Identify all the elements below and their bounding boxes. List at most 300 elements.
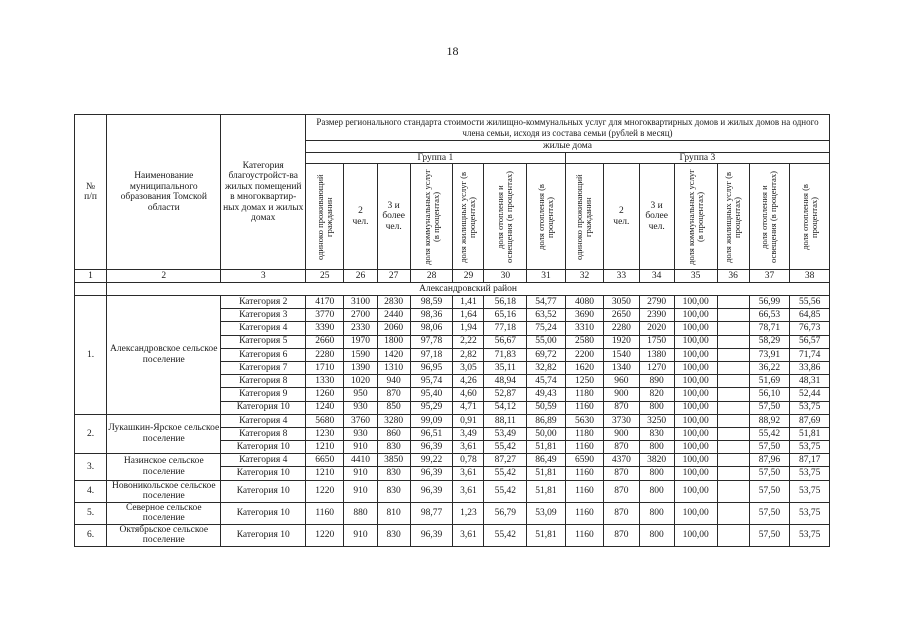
value-cell: 1270 (639, 361, 674, 374)
settlement-name: Северное сельское поселение (107, 502, 221, 524)
value-cell: 32,82 (527, 361, 565, 374)
value-cell: 3770 (305, 309, 343, 322)
value-cell: 53,09 (527, 502, 565, 524)
value-cell: 51,81 (527, 524, 565, 546)
value-cell (717, 388, 749, 401)
value-cell: 3,49 (453, 427, 484, 440)
value-cell: 0,91 (453, 414, 484, 427)
header-g1-share-housing: доля жилищных услуг (в процентах) (453, 164, 484, 270)
value-cell: 890 (639, 375, 674, 388)
table-row (75, 502, 830, 524)
value-cell: 53,75 (790, 441, 830, 454)
value-cell: 3,61 (453, 524, 484, 546)
value-cell: 36,22 (749, 361, 790, 374)
header-g1-three: 3 и более чел. (377, 164, 410, 270)
value-cell: 930 (344, 401, 377, 414)
value-cell: 57,50 (749, 502, 790, 524)
value-cell: 95,29 (410, 401, 453, 414)
value-cell: 64,85 (790, 309, 830, 322)
value-cell: 76,73 (790, 322, 830, 335)
value-cell: 100,00 (674, 361, 717, 374)
value-cell: 800 (639, 502, 674, 524)
value-cell: 97,18 (410, 348, 453, 361)
value-cell: 1620 (565, 361, 603, 374)
header-g3-share-housing: доля жилищных услуг (в процентах) (717, 164, 749, 270)
settlement-index: 6. (75, 524, 107, 546)
column-number: 1 (75, 270, 107, 283)
value-cell: 100,00 (674, 388, 717, 401)
category-cell: Категория 4 (221, 414, 305, 427)
header-g3-three: 3 и более чел. (639, 164, 674, 270)
value-cell: 86,49 (527, 454, 565, 467)
value-cell: 940 (377, 375, 410, 388)
value-cell: 4410 (344, 454, 377, 467)
value-cell: 1160 (565, 524, 603, 546)
value-cell: 830 (377, 467, 410, 480)
value-cell: 3250 (639, 414, 674, 427)
value-cell: 55,42 (749, 427, 790, 440)
value-cell: 98,36 (410, 309, 453, 322)
value-cell: 1420 (377, 348, 410, 361)
value-cell: 1710 (305, 361, 343, 374)
header-g1-single: одиноко проживающий гражданин (305, 164, 343, 270)
column-number: 3 (221, 270, 305, 283)
table-row (75, 454, 830, 467)
value-cell: 1020 (344, 375, 377, 388)
value-cell: 1230 (305, 427, 343, 440)
settlement-name: Назинское сельское поселение (107, 454, 221, 480)
value-cell: 51,81 (527, 480, 565, 502)
value-cell: 2330 (344, 322, 377, 335)
value-cell: 1160 (565, 480, 603, 502)
value-cell (717, 335, 749, 348)
value-cell: 910 (344, 441, 377, 454)
header-subgroup: жилые дома (305, 141, 829, 153)
value-cell: 98,77 (410, 502, 453, 524)
value-cell: 4370 (604, 454, 639, 467)
value-cell: 870 (604, 502, 639, 524)
header-g3-share-heat: доля отопления (в процентах) (790, 164, 830, 270)
value-cell: 50,59 (527, 401, 565, 414)
value-cell: 55,42 (484, 467, 527, 480)
value-cell: 1590 (344, 348, 377, 361)
value-cell: 860 (377, 427, 410, 440)
value-cell: 870 (604, 441, 639, 454)
value-cell: 2830 (377, 296, 410, 309)
value-cell: 870 (604, 524, 639, 546)
value-cell: 100,00 (674, 322, 717, 335)
value-cell: 2580 (565, 335, 603, 348)
value-cell: 100,00 (674, 296, 717, 309)
value-cell: 56,57 (790, 335, 830, 348)
column-number: 37 (749, 270, 790, 283)
value-cell: 850 (377, 401, 410, 414)
value-cell: 1180 (565, 388, 603, 401)
settlement-name: Новоникольское сельское поселение (107, 480, 221, 502)
value-cell: 54,12 (484, 401, 527, 414)
value-cell: 3050 (604, 296, 639, 309)
value-cell: 100,00 (674, 427, 717, 440)
value-cell: 870 (604, 480, 639, 502)
value-cell: 810 (377, 502, 410, 524)
value-cell: 800 (639, 524, 674, 546)
value-cell: 830 (377, 441, 410, 454)
value-cell: 86,89 (527, 414, 565, 427)
value-cell: 1160 (565, 401, 603, 414)
value-cell: 98,59 (410, 296, 453, 309)
value-cell: 900 (604, 388, 639, 401)
column-number-row (75, 270, 830, 283)
value-cell: 6650 (305, 454, 343, 467)
value-cell: 56,99 (749, 296, 790, 309)
column-number: 31 (527, 270, 565, 283)
value-cell: 71,83 (484, 348, 527, 361)
column-number: 34 (639, 270, 674, 283)
value-cell: 2700 (344, 309, 377, 322)
value-cell: 1800 (377, 335, 410, 348)
value-cell: 53,75 (790, 401, 830, 414)
value-cell: 3850 (377, 454, 410, 467)
value-cell (717, 322, 749, 335)
column-number: 2 (107, 270, 221, 283)
value-cell: 910 (344, 467, 377, 480)
header-g1-share-communal: доля коммунальных услуг (в процентах) (410, 164, 453, 270)
value-cell: 2,22 (453, 335, 484, 348)
column-number: 38 (790, 270, 830, 283)
category-cell: Категория 5 (221, 335, 305, 348)
value-cell: 6590 (565, 454, 603, 467)
value-cell: 3,05 (453, 361, 484, 374)
value-cell: 100,00 (674, 502, 717, 524)
column-number: 29 (453, 270, 484, 283)
value-cell: 77,18 (484, 322, 527, 335)
header-group-1: Группа 1 (305, 152, 565, 164)
value-cell: 57,50 (749, 524, 790, 546)
settlement-index: 4. (75, 480, 107, 502)
value-cell: 100,00 (674, 414, 717, 427)
value-cell: 50,00 (527, 427, 565, 440)
value-cell: 1380 (639, 348, 674, 361)
value-cell: 870 (604, 401, 639, 414)
value-cell: 53,75 (790, 502, 830, 524)
value-cell: 45,74 (527, 375, 565, 388)
value-cell: 3690 (565, 309, 603, 322)
table-body (75, 283, 830, 547)
value-cell: 99,22 (410, 454, 453, 467)
value-cell: 96,39 (410, 524, 453, 546)
value-cell: 56,10 (749, 388, 790, 401)
value-cell: 100,00 (674, 467, 717, 480)
value-cell: 100,00 (674, 401, 717, 414)
tariff-table (74, 114, 830, 547)
value-cell (717, 375, 749, 388)
value-cell: 51,81 (527, 467, 565, 480)
settlement-index: 2. (75, 414, 107, 454)
value-cell: 48,94 (484, 375, 527, 388)
settlement-index: 1. (75, 296, 107, 415)
value-cell: 66,53 (749, 309, 790, 322)
value-cell: 800 (639, 401, 674, 414)
category-cell: Категория 10 (221, 524, 305, 546)
value-cell: 1240 (305, 401, 343, 414)
header-main-title: Размер регионального стандарта стоимости жилищно-коммунальных услуг для многоквартирных домов и жилых домов на одного члена семьи, исходя из состава семьи (рублей в месяц) (305, 115, 829, 141)
value-cell: 97,78 (410, 335, 453, 348)
value-cell: 800 (639, 480, 674, 502)
value-cell: 53,49 (484, 427, 527, 440)
column-number: 27 (377, 270, 410, 283)
value-cell: 1260 (305, 388, 343, 401)
value-cell: 1540 (604, 348, 639, 361)
header-g3-share-heat-light: доля отопления и освещения (в процентах) (749, 164, 790, 270)
value-cell (717, 502, 749, 524)
value-cell: 96,39 (410, 480, 453, 502)
value-cell: 75,24 (527, 322, 565, 335)
value-cell (717, 427, 749, 440)
settlement-index: 3. (75, 454, 107, 480)
value-cell: 4170 (305, 296, 343, 309)
value-cell: 58,29 (749, 335, 790, 348)
value-cell: 56,18 (484, 296, 527, 309)
value-cell: 55,56 (790, 296, 830, 309)
value-cell: 1250 (565, 375, 603, 388)
value-cell: 51,81 (527, 441, 565, 454)
table-row (75, 414, 830, 427)
value-cell: 820 (639, 388, 674, 401)
value-cell: 87,69 (790, 414, 830, 427)
header-g1-share-heat: доля отопления (в процентах) (527, 164, 565, 270)
value-cell: 800 (639, 467, 674, 480)
value-cell: 1180 (565, 427, 603, 440)
value-cell: 1,64 (453, 309, 484, 322)
value-cell: 1970 (344, 335, 377, 348)
category-cell: Категория 10 (221, 441, 305, 454)
table-row (75, 296, 830, 309)
category-cell: Категория 9 (221, 388, 305, 401)
page-number: 18 (446, 44, 459, 58)
value-cell: 1220 (305, 524, 343, 546)
value-cell: 1160 (565, 441, 603, 454)
value-cell: 96,51 (410, 427, 453, 440)
value-cell: 1920 (604, 335, 639, 348)
value-cell: 3760 (344, 414, 377, 427)
value-cell: 910 (344, 524, 377, 546)
value-cell: 63,52 (527, 309, 565, 322)
header-g1-two: 2 чел. (344, 164, 377, 270)
value-cell: 35,11 (484, 361, 527, 374)
value-cell: 3310 (565, 322, 603, 335)
value-cell (717, 309, 749, 322)
value-cell: 55,42 (484, 524, 527, 546)
value-cell: 57,50 (749, 467, 790, 480)
category-cell: Категория 8 (221, 427, 305, 440)
value-cell: 95,74 (410, 375, 453, 388)
value-cell: 100,00 (674, 335, 717, 348)
value-cell: 2,82 (453, 348, 484, 361)
value-cell: 53,75 (790, 524, 830, 546)
value-cell: 2660 (305, 335, 343, 348)
value-cell: 53,75 (790, 480, 830, 502)
value-cell: 73,91 (749, 348, 790, 361)
value-cell: 930 (344, 427, 377, 440)
value-cell: 830 (377, 480, 410, 502)
value-cell: 87,96 (749, 454, 790, 467)
value-cell: 2650 (604, 309, 639, 322)
value-cell: 33,86 (790, 361, 830, 374)
value-cell (717, 401, 749, 414)
value-cell: 5630 (565, 414, 603, 427)
value-cell (717, 361, 749, 374)
value-cell: 55,00 (527, 335, 565, 348)
value-cell: 100,00 (674, 480, 717, 502)
value-cell: 3,61 (453, 467, 484, 480)
value-cell: 100,00 (674, 441, 717, 454)
column-number: 35 (674, 270, 717, 283)
value-cell: 3390 (305, 322, 343, 335)
category-cell: Категория 2 (221, 296, 305, 309)
category-cell: Категория 10 (221, 467, 305, 480)
category-cell: Категория 10 (221, 480, 305, 502)
value-cell: 1160 (565, 502, 603, 524)
value-cell: 49,43 (527, 388, 565, 401)
value-cell: 4,60 (453, 388, 484, 401)
value-cell: 960 (604, 375, 639, 388)
value-cell: 57,50 (749, 480, 790, 502)
value-cell: 910 (344, 480, 377, 502)
value-cell: 1750 (639, 335, 674, 348)
value-cell (717, 467, 749, 480)
value-cell: 51,81 (790, 427, 830, 440)
value-cell: 53,75 (790, 467, 830, 480)
value-cell: 87,17 (790, 454, 830, 467)
value-cell: 88,11 (484, 414, 527, 427)
settlement-name: Лукашкин-Ярское сельское поселение (107, 414, 221, 454)
value-cell: 55,42 (484, 480, 527, 502)
value-cell: 48,31 (790, 375, 830, 388)
column-number: 30 (484, 270, 527, 283)
value-cell: 870 (377, 388, 410, 401)
value-cell: 1,94 (453, 322, 484, 335)
value-cell: 1,23 (453, 502, 484, 524)
value-cell (717, 441, 749, 454)
value-cell: 1310 (377, 361, 410, 374)
value-cell: 1160 (305, 502, 343, 524)
value-cell: 51,69 (749, 375, 790, 388)
value-cell: 2280 (305, 348, 343, 361)
value-cell: 2790 (639, 296, 674, 309)
value-cell: 100,00 (674, 309, 717, 322)
table-row (75, 480, 830, 502)
category-cell: Категория 3 (221, 309, 305, 322)
value-cell: 900 (604, 427, 639, 440)
value-cell: 830 (639, 427, 674, 440)
value-cell: 830 (377, 524, 410, 546)
category-cell: Категория 7 (221, 361, 305, 374)
value-cell: 0,78 (453, 454, 484, 467)
value-cell: 54,77 (527, 296, 565, 309)
value-cell: 800 (639, 441, 674, 454)
value-cell: 4080 (565, 296, 603, 309)
column-number: 36 (717, 270, 749, 283)
category-cell: Категория 10 (221, 401, 305, 414)
value-cell: 3820 (639, 454, 674, 467)
column-number: 28 (410, 270, 453, 283)
value-cell: 1210 (305, 467, 343, 480)
value-cell: 100,00 (674, 454, 717, 467)
value-cell: 2390 (639, 309, 674, 322)
value-cell: 57,50 (749, 441, 790, 454)
value-cell: 100,00 (674, 348, 717, 361)
header-municipality: Наименование муниципального образования Томской области (107, 115, 221, 270)
value-cell: 2200 (565, 348, 603, 361)
value-cell: 2280 (604, 322, 639, 335)
value-cell: 950 (344, 388, 377, 401)
value-cell: 1340 (604, 361, 639, 374)
column-number: 33 (604, 270, 639, 283)
category-cell: Категория 4 (221, 454, 305, 467)
value-cell: 2440 (377, 309, 410, 322)
header-group-3: Группа 3 (565, 152, 829, 164)
value-cell: 98,06 (410, 322, 453, 335)
category-cell: Категория 4 (221, 322, 305, 335)
value-cell: 100,00 (674, 375, 717, 388)
table-row (75, 524, 830, 546)
value-cell: 52,87 (484, 388, 527, 401)
value-cell (717, 414, 749, 427)
value-cell: 52,44 (790, 388, 830, 401)
value-cell: 1330 (305, 375, 343, 388)
settlement-index: 5. (75, 502, 107, 524)
value-cell: 55,42 (484, 441, 527, 454)
region-label: Александровский район (107, 283, 830, 296)
header-g3-two: 2 чел. (604, 164, 639, 270)
value-cell: 100,00 (674, 524, 717, 546)
value-cell: 56,79 (484, 502, 527, 524)
value-cell: 56,67 (484, 335, 527, 348)
value-cell: 1160 (565, 467, 603, 480)
value-cell: 78,71 (749, 322, 790, 335)
value-cell: 95,40 (410, 388, 453, 401)
header-g1-share-heat-light: доля отопления и освещения (в процентах) (484, 164, 527, 270)
column-number: 26 (344, 270, 377, 283)
value-cell (717, 348, 749, 361)
header-category: Категория благоустройст-ва жилых помещений в многоквартир-ных домах и жилых домах (221, 115, 305, 270)
value-cell: 870 (604, 467, 639, 480)
value-cell: 71,74 (790, 348, 830, 361)
value-cell: 57,50 (749, 401, 790, 414)
category-cell: Категория 8 (221, 375, 305, 388)
category-cell: Категория 6 (221, 348, 305, 361)
value-cell: 1,41 (453, 296, 484, 309)
value-cell: 880 (344, 502, 377, 524)
value-cell: 1390 (344, 361, 377, 374)
value-cell: 96,39 (410, 467, 453, 480)
category-cell: Категория 10 (221, 502, 305, 524)
column-number: 25 (305, 270, 343, 283)
value-cell: 4,71 (453, 401, 484, 414)
header-number: № п/п (75, 115, 107, 270)
settlement-name: Октябрьское сельское поселение (107, 524, 221, 546)
header-g3-single: одиноко проживающий гражданин (565, 164, 603, 270)
header-g3-share-communal: доля коммунальных услуг (в процентах) (674, 164, 717, 270)
value-cell: 3,61 (453, 480, 484, 502)
value-cell: 3730 (604, 414, 639, 427)
value-cell (717, 454, 749, 467)
value-cell: 1220 (305, 480, 343, 502)
value-cell: 4,26 (453, 375, 484, 388)
value-cell: 2060 (377, 322, 410, 335)
value-cell: 69,72 (527, 348, 565, 361)
region-empty-cell (75, 283, 107, 296)
